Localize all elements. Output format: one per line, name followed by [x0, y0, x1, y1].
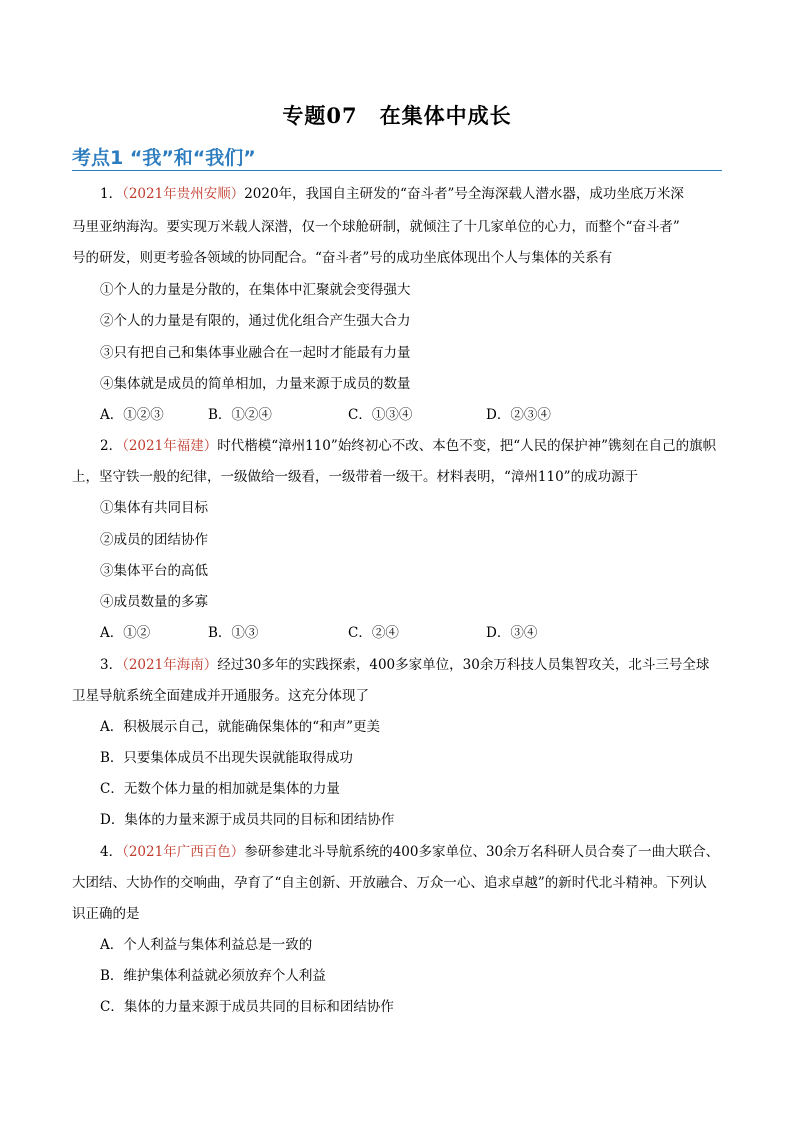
q4-line-2: 大团结、大协作的交响曲，孕育了“自主创新、开放融合、万众一心、追求卓越”的新时代北斗精神。下列认 [72, 875, 707, 891]
q2-item-4: ④成员数量的多寡 [100, 594, 208, 610]
q1-option-a: A．①②③ [100, 407, 164, 423]
q2-line-2: 上，坚守铁一般的纪律，一级做给一级看，一级带着一级干。材料表明，“漳州110”的成功源于 [72, 469, 639, 485]
q4-line-3: 识正确的是 [72, 906, 140, 922]
q2-option-c: C．②④ [348, 625, 399, 641]
q2-option-a: A．①② [100, 625, 151, 641]
q3-text-1: 经过30多年的实践探索，400多家单位，30余万科技人员集智攻关，北斗三号全球 [217, 657, 710, 673]
q3-number: 3． [100, 657, 123, 673]
q4-choice-a: A．个人利益与集体利益总是一致的 [100, 937, 313, 953]
q1-number: 1． [100, 186, 123, 202]
q3-source: （2021年海南） [122, 657, 218, 673]
page-title: 专题07 在集体中成长 [282, 103, 512, 128]
q2-option-b: B．①③ [208, 625, 259, 641]
q3-choice-b: B．只要集体成员不出现失误就能取得成功 [100, 750, 353, 766]
q1-source: （2021年贵州安顺） [122, 186, 245, 202]
q2-option-d: D．③④ [486, 625, 538, 641]
q3-choice-a: A．积极展示自己，就能确保集体的“和声”更美 [100, 719, 381, 735]
q3-line-2: 卫星导航系统全面建成并开通服务。这充分体现了 [72, 688, 369, 704]
q2-item-1: ①集体有共同目标 [100, 500, 208, 516]
q1-line-1 [100, 185, 684, 203]
q1-line-2: 马里亚纳海沟。要实现万米载人深潜，仅一个球舱研制，就倾注了十几家单位的心力，而整个“奋斗者” [72, 219, 680, 235]
q1-option-c: C．①③④ [348, 407, 413, 423]
q4-number: 4． [100, 844, 123, 860]
q3-choice-c: C．无数个体力量的相加就是集体的力量 [100, 781, 340, 797]
section-heading: 考点1 “我”和“我们” [72, 147, 256, 169]
q2-text-1: 时代楷模“漳州110”始终初心不改、本色不变，把“人民的保护神”镌刻在自己的旗帜 [217, 438, 717, 454]
q3-choice-d: D．集体的力量来源于成员共同的目标和团结协作 [100, 812, 395, 828]
q4-text-1: 参研参建北斗导航系统的400多家单位、30余万名科研人员合奏了一曲大联合、 [244, 844, 720, 860]
q1-line-3: 号的研发，则更考验各领域的协同配合。“奋斗者”号的成功坐底体现出个人与集体的关系有 [72, 250, 613, 266]
q2-number: 2． [100, 438, 123, 454]
section-divider [72, 170, 722, 171]
q1-item-3: ③只有把自己和集体事业融合在一起时才能最有力量 [100, 345, 411, 361]
q1-item-1: ①个人的力量是分散的，在集体中汇聚就会变得强大 [100, 282, 411, 298]
q4-choice-b: B．维护集体利益就必须放弃个人利益 [100, 968, 326, 984]
q1-option-d: D．②③④ [486, 407, 551, 423]
q4-choice-c: C．集体的力量来源于成员共同的目标和团结协作 [100, 999, 394, 1015]
q2-line-1 [100, 437, 716, 455]
q2-item-2: ②成员的团结协作 [100, 532, 208, 548]
q1-item-4: ④集体就是成员的简单相加，力量来源于成员的数量 [100, 376, 411, 392]
q4-source: （2021年广西百色） [122, 844, 245, 860]
q3-line-1 [100, 656, 709, 674]
q2-item-3: ③集体平台的高低 [100, 563, 208, 579]
q1-item-2: ②个人的力量是有限的，通过优化组合产生强大合力 [100, 313, 411, 329]
q1-text-1: 2020年，我国自主研发的“奋斗者”号全海深载人潜水器，成功坐底万米深 [244, 186, 684, 202]
q2-source: （2021年福建） [122, 438, 218, 454]
q4-line-1 [100, 843, 719, 861]
q1-option-b: B．①②④ [208, 407, 272, 423]
